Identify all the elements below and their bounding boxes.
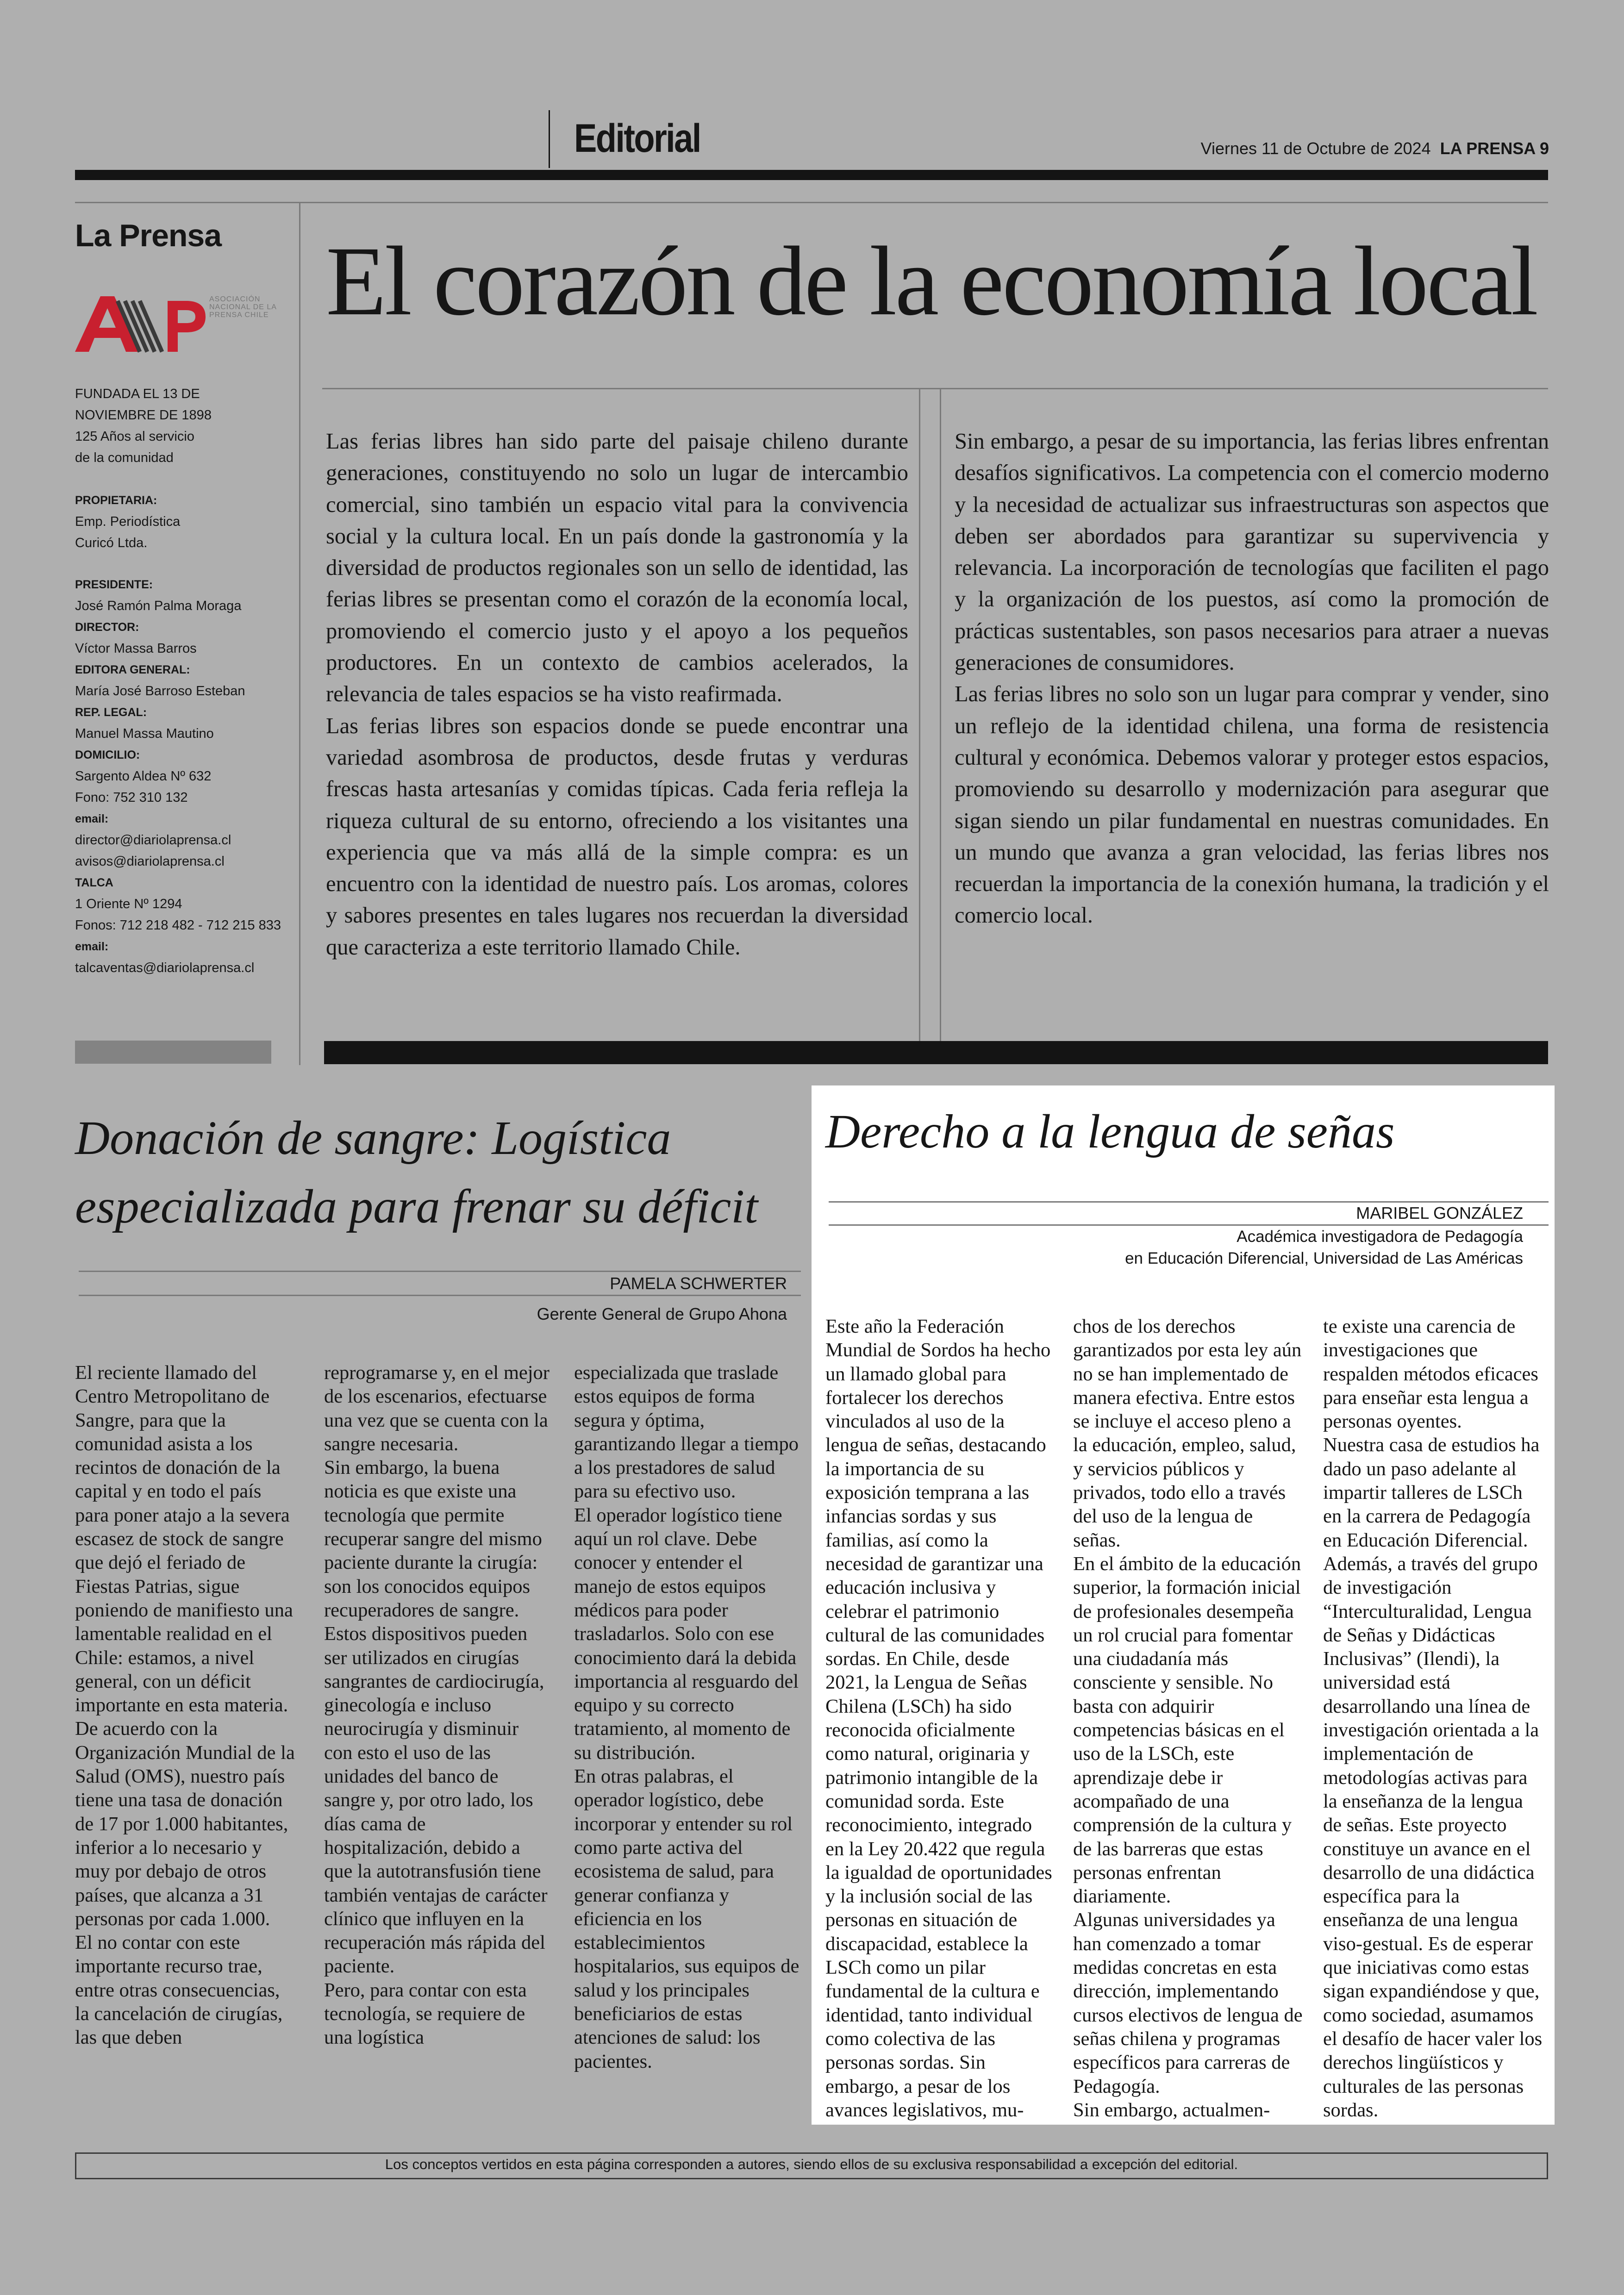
sidebar-divider (299, 202, 300, 1065)
staff-value: Manuel Massa Mautino (75, 726, 214, 741)
header-thin-rule (75, 202, 1548, 203)
opinion1-column-1 (75, 1361, 297, 2050)
paragraph: te existe una carencia de investigaciones que respalden métodos eficaces para enseñar esta lengua a personas oyentes. (1323, 1316, 1538, 1433)
founded-line: de la comunidad (75, 450, 174, 465)
issue-date: Viernes 11 de Octubre de 2024 (1200, 139, 1431, 158)
opinion2-title: Derecho a la lengua de señas (825, 1105, 1395, 1158)
staff-label: TALCA (75, 876, 113, 889)
opinion2-rule-bottom (829, 1224, 1549, 1226)
staff-value: José Ramón Palma Moraga (75, 599, 242, 613)
paragraph: Este año la Federación Mundial de Sordos ha hecho un llamado global para fortalecer los derechos vinculados al uso de la lengua de señas, destacando la importancia de su exposición temprana a las infancias sordas y sus familias, así como la necesidad de garantizar una educación inclusiva y celebrar el patrimonio cultural de las comunidades sordas. En Chile, desde 2021, la Lengua de Señas Chilena (LSCh) ha sido reconocida oficialmente como natural, originaria y patrimonio intangible de la comunidad sorda. Este reconocimiento, integrado en la Ley 20.422 que regula la igualdad de oportunidades y la inclusión social de las personas en situación de discapacidad, establece la LSCh como un pilar fundamental de la cultura e identidad, tanto individual como colectiva de las personas sordas. Sin embargo, a pesar de los avances legislativos, mu- (825, 1316, 1052, 2121)
paragraph: chos de los derechos garantizados por esta ley aún no se han implementado de manera efectiva. Entre estos se incluye el acceso pleno a la educación, empleo, salud, y servicios públicos y privados, todo ello a través del uso de la lengua de señas. (1073, 1316, 1302, 1551)
staff-value: avisos@diariolaprensa.cl (75, 854, 225, 869)
staff-label: REP. LEGAL: (75, 706, 147, 719)
date-line (1201, 139, 1549, 158)
paragraph: El operador logístico tiene aquí un rol clave. Debe conocer y entender el manejo de estos equipos médicos para poder trasladarlos. Solo con ese conocimiento dará la debida importancia al resguardo del equipo y su correcto tratamiento, al momento de su distribución. (574, 1504, 799, 1764)
anp-caption: ASOCIACIÓN NACIONAL DE LA PRENSA CHILE (209, 295, 277, 319)
paragraph: De acuerdo con la Organización Mundial de la Salud (OMS), nuestro país tiene una tasa de donación de 17 por 1.000 habitantes, inferior a lo necesario y muy por debajo de otros países, que alcanza a 31 personas por cada 1.000. (75, 1718, 295, 1930)
opinion2-column-3 (1323, 1315, 1545, 2122)
opinion1-rule-bottom (79, 1295, 801, 1296)
founded-line: 125 Años al servicio (75, 429, 194, 444)
staff-block (75, 490, 293, 979)
staff-value: María José Barroso Esteban (75, 684, 245, 698)
paragraph: Las ferias libres no solo son un lugar para comprar y vender, sino un reflejo de la identidad chilena, una forma de resistencia cultural y económica. Debemos valorar y proteger estos espacios, promoviendo su desarrollo y modernización para asegurar que sigan siendo un pilar fundamental en nuestras comunidades. En un mundo que avanza a gran velocidad, las ferias libres nos recuerdan la importancia de la conexión humana, la tradición y el comercio local. (955, 682, 1549, 928)
staff-label: DIRECTOR: (75, 621, 139, 634)
paragraph: Algunas universidades ya han comenzado a tomar medidas concretas en esta dirección, implementando cursos electivos de lengua de señas chilena y programas específicos para carreras de Pedagogía. (1073, 1909, 1303, 2097)
newspaper-logo: La Prensa (75, 218, 222, 253)
staff-value: 1 Oriente Nº 1294 (75, 897, 182, 911)
opinion2-rule-top (829, 1201, 1549, 1203)
paragraph: En el ámbito de la educación superior, la formación inicial de profesionales desempeña un rol crucial para fomentar una ciudadanía más consciente y sensible. No basta con adquirir competencias básicas en el uso de la LSCh, este aprendizaje debe ir acompañado de una comprensión de la cultura y de las barreras que estas personas enfrentan diariamente. (1073, 1553, 1301, 1908)
paragraph: especializada que traslade estos equipos de forma segura y óptima, garantizando llegar a tiempo a los prestadores de salud para su efectivo uso. (574, 1362, 799, 1503)
paragraph: Las ferias libres han sido parte del paisaje chileno durante generaciones, constituyendo no solo un lugar de intercambio comercial, sino también un espacio vital para la convivencia social y la cultura local. En un país donde la gastronomía y la diversidad de productos regionales son un sello de identidad, las ferias libres se presentan como el corazón de la economía local, promoviendo el comercio justo y el apoyo a los pequeños productores. En un contexto de cambios acelerados, la relevancia de tales espacios se ha visto reafirmada. (326, 429, 908, 707)
staff-value: Fonos: 712 218 482 - 712 215 833 (75, 918, 281, 933)
editorial-bottom-bar (324, 1041, 1548, 1064)
paragraph: Sin embargo, a pesar de su importancia, las ferias libres enfrentan desafíos significativos. La competencia con el comercio moderno y la necesidad de actualizar sus infraestructuras son aspectos que deben ser abordados para garantizar su supervivencia y relevancia. La incorporación de tecnologías que faciliten el pago y la organización de los puestos, así como la promoción de prácticas sustentables, son pasos necesarios para atraer a nuevas generaciones de consumidores. (955, 429, 1549, 675)
paragraph: El reciente llamado del Centro Metropolitano de Sangre, para que la comunidad asista a los recintos de donación de la capital y en todo el país para poner atajo a la severa escasez de stock de sangre que dejó el feriado de Fiestas Patrias, sigue poniendo de manifiesto una lamentable realidad en el Chile: estamos, a nivel general, con un déficit importante en esta materia. (75, 1362, 293, 1716)
paragraph: Nuestra casa de estudios ha dado un paso adelante al impartir talleres de LSCh en la carrera de Pedagogía en Educación Diferencial. Además, a través del grupo de investigación “Interculturalidad, Lengua de Señas y Didácticas Inclusivas” (Ilendi), la universidad está desarrollando una línea de investigación orientada a la implementación de metodologías activas para la enseñanza de la lengua de señas. Este proyecto constituye un avance en el desarrollo de una didáctica específica para la enseñanza de una lengua viso-gestual. Es de esperar que iniciativas como estas sigan expandiéndose y que, como sociedad, asumamos el desafío de hacer valer los derechos lingüísticos y culturales de las personas sordas. (1323, 1434, 1543, 2121)
staff-value: talcaventas@diariolaprensa.cl (75, 960, 255, 975)
opinion2-column-1 (825, 1315, 1052, 2122)
opinion1-column-3 (574, 1361, 801, 2073)
staff-value: Víctor Massa Barros (75, 641, 197, 656)
staff-value: Curicó Ltda. (75, 536, 148, 550)
headline-rule (322, 388, 1548, 389)
founded-line: FUNDADA EL 13 DE (75, 387, 200, 401)
paragraph: En otras palabras, el operador logístico, debe incorporar y entender su rol como parte activa del ecosistema de salud, para generar confianza y eficiencia en los establecimientos hospitalarios, sus equipos de salud y los principales beneficiarios de estas atenciones de salud: los pacientes. (574, 1765, 800, 2072)
paragraph: Pero, para contar con esta tecnología, se requiere de una logística (324, 1979, 527, 2049)
column-divider-right (940, 389, 941, 1041)
opinion2-role-line1: Académica investigadora de Pedagogía (1237, 1228, 1523, 1246)
paragraph: Sin embargo, la buena noticia es que existe una tecnología que permite recuperar sangre del mismo paciente durante la cirugía: son los conocidos equipos recuperadores de sangre. Estos dispositivos pueden ser utilizados en cirugías sangrantes de cardiocirugía, ginecología e incluso neurocirugía y disminuir con esto el uso de las unidades del banco de sangre y, por otro lado, los días cama de hospitalización, debido a que la autotransfusión tiene también ventajas de carácter clínico que influyen en la recuperación más rápida del paciente. (324, 1457, 548, 1977)
staff-label: email: (75, 812, 109, 825)
footer-disclaimer: Los conceptos vertidos en esta página corresponden a autores, siendo ellos de su exclusiva responsabilidad a excepción del editorial. (385, 2156, 1238, 2172)
opinion2-role-line2: en Educación Diferencial, Universidad de Las Américas (1125, 1249, 1523, 1267)
founded-block (75, 383, 293, 468)
editorial-headline: El corazón de la economía local (326, 226, 1537, 336)
header-divider (549, 110, 550, 168)
paragraph: reprogramarse y, en el mejor de los escenarios, efectuarse una vez que se cuenta con la sangre necesaria. (324, 1362, 550, 1455)
opinion1-rule-top (79, 1271, 801, 1272)
opinion2-column-2 (1073, 1315, 1305, 2122)
opinion1-author: PAMELA SCHWERTER (610, 1274, 787, 1293)
opinion1-title: Donación de sangre: Logística especializada para frenar su déficit (75, 1111, 758, 1233)
staff-label: PROPIETARIA: (75, 494, 157, 507)
staff-value: Fono: 752 310 132 (75, 790, 188, 805)
editorial-column-2 (955, 426, 1549, 932)
column-divider-left (919, 389, 920, 1041)
staff-label: PRESIDENTE: (75, 578, 153, 591)
section-label: Editorial (574, 116, 700, 161)
staff-value: Sargento Aldea Nº 632 (75, 769, 212, 784)
staff-label: EDITORA GENERAL: (75, 663, 190, 676)
founded-line: NOVIEMBRE DE 1898 (75, 408, 212, 423)
staff-value: director@diariolaprensa.cl (75, 833, 231, 848)
opinion2-author: MARIBEL GONZÁLEZ (1356, 1204, 1523, 1222)
paragraph: El no contar con este importante recurso trae, entre otras consecuencias, la cancelación de cirugías, las que deben (75, 1932, 283, 2049)
paragraph: Las ferias libres son espacios donde se puede encontrar una variedad asombrosa de productos, desde frutas y verduras frescas hasta artesanías y comidas típicas. Cada feria refleja la riqueza cultural de su entorno, ofreciendo a los visitantes una experiencia que va más allá de la simple compra: es un encuentro con la identidad de nuestro país. Los aromas, colores y sabores presentes en tales lugares nos recuerdan la diversidad que caracteriza a este territorio llamado Chile. (326, 713, 908, 960)
header-thick-rule (75, 170, 1548, 180)
staff-label: DOMICILIO: (75, 748, 140, 761)
opinion1-role: Gerente General de Grupo Ahona (537, 1304, 787, 1323)
sidebar-gray-tab (75, 1041, 271, 1064)
opinion1-column-2 (324, 1361, 551, 2050)
editorial-column-1 (326, 426, 908, 963)
staff-label: email: (75, 940, 109, 953)
paragraph: Sin embargo, actualmen- (1073, 2099, 1270, 2121)
staff-value: Emp. Periodística (75, 514, 181, 529)
page-number: LA PRENSA 9 (1440, 139, 1549, 158)
